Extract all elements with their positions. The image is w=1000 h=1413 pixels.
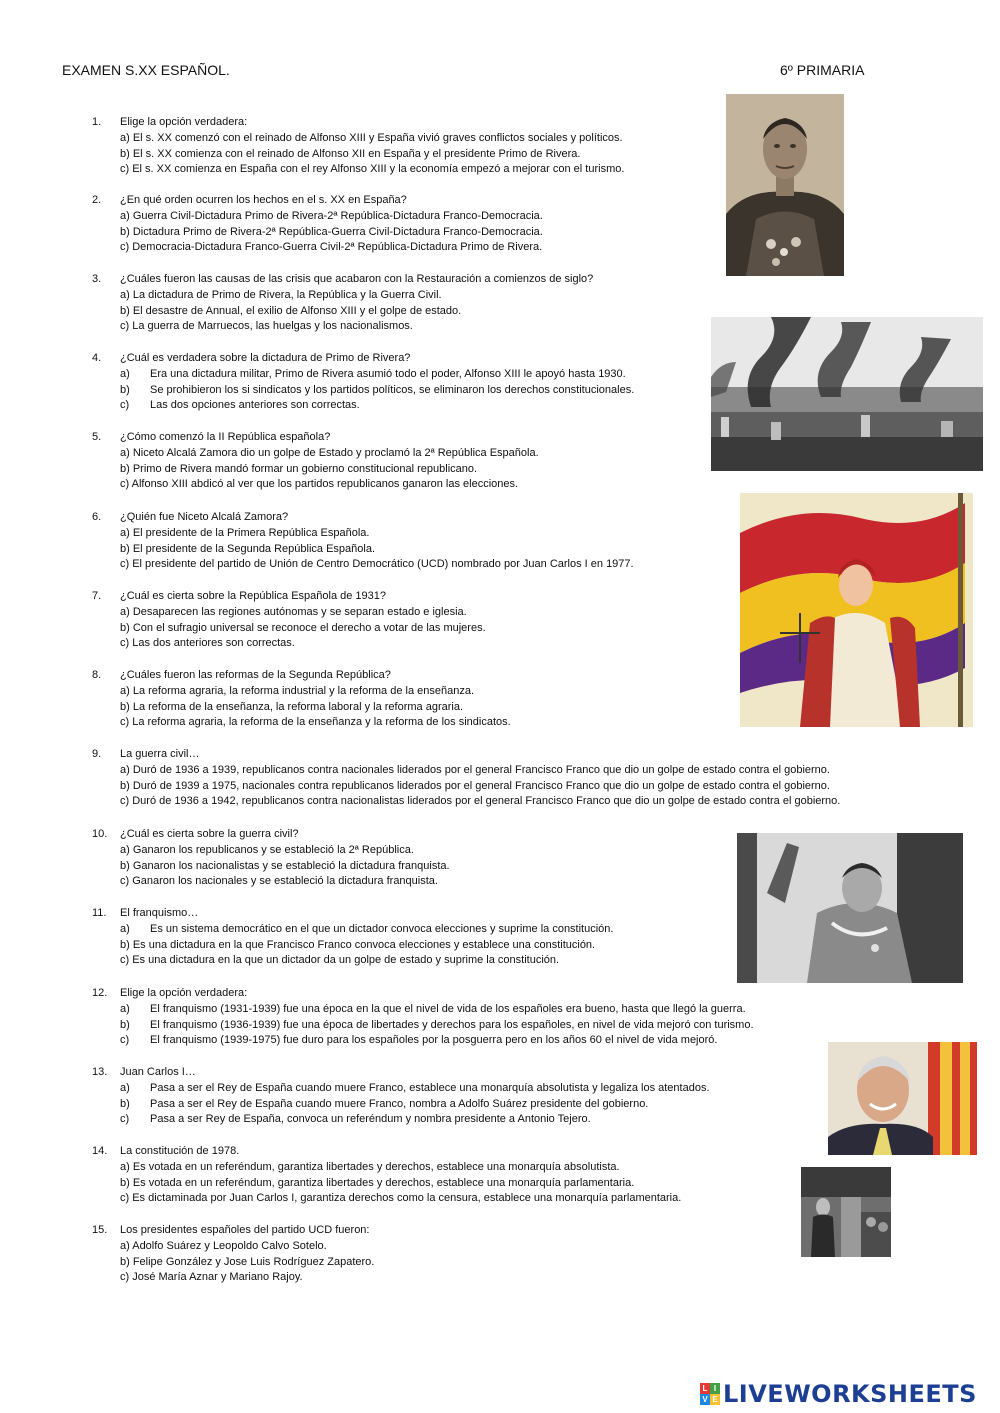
option-text: b) La reforma de la enseñanza, la reforma laboral y la reforma agraria.	[120, 700, 464, 713]
question-text: ¿Cuál es verdadera sobre la dictadura de Primo de Rivera?	[120, 352, 411, 364]
question-6	[92, 510, 634, 573]
answer-option[interactable]	[120, 367, 634, 383]
question-text: Elige la opción verdadera:	[120, 116, 248, 128]
liveworksheets-badge-icon	[700, 1383, 720, 1405]
answer-option[interactable]	[120, 779, 840, 795]
option-letter: c)	[120, 399, 130, 412]
option-text: a) Desaparecen las regiones autónomas y se separan estado e iglesia.	[120, 605, 467, 618]
question-text: ¿Cuáles fueron las causas de las crisis que acabaron con la Restauración a comienzos de siglo?	[120, 273, 594, 285]
question-number: 4.	[92, 352, 102, 364]
grade-label: 6º PRIMARIA	[780, 62, 865, 78]
answer-option[interactable]	[120, 1160, 681, 1176]
question-number: 14.	[92, 1145, 108, 1157]
exam-title: EXAMEN S.XX ESPAÑOL.	[62, 62, 230, 78]
answer-option[interactable]	[120, 700, 511, 716]
liveworksheets-brand-text: LIVEWORKSHEETS	[723, 1380, 977, 1408]
question-3	[92, 272, 593, 335]
question-text: ¿Cuál es cierta sobre la República Española de 1931?	[120, 590, 386, 602]
option-text: Se prohibieron los si sindicatos y los partidos políticos, se eliminaron los derechos constitucionales.	[150, 383, 635, 396]
answer-option[interactable]	[120, 1112, 710, 1128]
option-text: b) El presidente de la Segunda República Española.	[120, 542, 376, 555]
option-text: a) Adolfo Suárez y Leopoldo Calvo Sotelo.	[120, 1239, 327, 1252]
question-text: Los presidentes españoles del partido UCD fueron:	[120, 1224, 370, 1236]
king-juan-carlos-photo	[828, 1042, 977, 1155]
question-12	[92, 986, 754, 1049]
option-text: b) Felipe González y Jose Luis Rodríguez Zapatero.	[120, 1255, 375, 1268]
answer-option[interactable]	[120, 843, 450, 859]
question-number: 8.	[92, 669, 102, 681]
answer-option[interactable]	[120, 1018, 754, 1034]
answer-option[interactable]	[120, 636, 486, 652]
option-text: a) Duró de 1936 a 1939, republicanos contra nacionales liderados por el general Francisco Franco que dio un golpe de estado contra el gobierno.	[120, 763, 830, 776]
answer-option[interactable]	[120, 526, 634, 542]
question-number: 6.	[92, 511, 102, 523]
option-text: Las dos opciones anteriores son correctas.	[150, 399, 360, 412]
answer-option[interactable]	[120, 1097, 710, 1113]
option-text: Pasa a ser el Rey de España cuando muere Franco, nombra a Adolfo Suárez presidente del gobierno.	[150, 1097, 649, 1110]
option-text: c) Las dos anteriores son correctas.	[120, 637, 295, 650]
answer-option[interactable]	[120, 1239, 374, 1255]
option-text: c) Ganaron los nacionales y se estableció la dictadura franquista.	[120, 875, 438, 888]
question-number: 15.	[92, 1224, 108, 1236]
option-text: c) Democracia-Dictadura Franco-Guerra Civil-2ª República-Dictadura Primo de Rivera.	[120, 241, 543, 254]
answer-option[interactable]	[120, 874, 450, 890]
question-7	[92, 589, 486, 652]
option-text: b) Primo de Rivera mandó formar un gobierno constitucional republicano.	[120, 462, 478, 475]
option-text: c) Alfonso XIII abdicó al ver que los partidos republicanos ganaron las elecciones.	[120, 478, 519, 491]
answer-option[interactable]	[120, 225, 543, 241]
answer-option[interactable]	[120, 859, 450, 875]
answer-option[interactable]	[120, 209, 543, 225]
answer-option[interactable]	[120, 763, 840, 779]
option-text: c) Duró de 1936 a 1942, republicanos contra nacionalistas liderados por el general Francisco Franco que dio un golpe de estado contra el gobierno.	[120, 795, 841, 808]
answer-option[interactable]	[120, 715, 511, 731]
question-11	[92, 906, 613, 969]
answer-option[interactable]	[120, 446, 539, 462]
option-text: c) El s. XX comienza en España con el rey Alfonso XIII y la economía empezó a mejorar con el turismo.	[120, 163, 625, 176]
option-text: a) La dictadura de Primo de Rivera, la República y la Guerra Civil.	[120, 288, 442, 301]
answer-option[interactable]	[120, 383, 634, 399]
question-text: ¿Cuáles fueron las reformas de la Segunda República?	[120, 669, 391, 681]
question-text: ¿En qué orden ocurren los hechos en el s. XX en España?	[120, 194, 407, 206]
badge-letter: E	[710, 1394, 720, 1405]
badge-letter: I	[710, 1383, 720, 1394]
answer-option[interactable]	[120, 147, 624, 163]
option-text: b) El desastre de Annual, el exilio de Alfonso XIII y el golpe de estado.	[120, 304, 462, 317]
option-text: c) La guerra de Marruecos, las huelgas y los nacionalismos.	[120, 320, 413, 333]
question-14	[92, 1144, 681, 1207]
question-number: 11.	[92, 907, 107, 919]
option-letter: b)	[120, 1018, 130, 1031]
answer-option[interactable]	[120, 319, 593, 335]
option-text: b) Ganaron los nacionalistas y se estableció la dictadura franquista.	[120, 859, 450, 872]
answer-option[interactable]	[120, 1081, 710, 1097]
option-text: b) El s. XX comienza con el reinado de Alfonso XII en España y el presidente Primo de Rivera.	[120, 147, 581, 160]
answer-option[interactable]	[120, 304, 593, 320]
option-text: Pasa a ser el Rey de España cuando muere Franco, establece una monarquía absolutista y legaliza los atentados.	[150, 1081, 710, 1094]
answer-option[interactable]	[120, 288, 593, 304]
option-letter: b)	[120, 383, 130, 396]
option-text: El franquismo (1939-1975) fue duro para los españoles por la posguerra pero en los años 60 el nivel de vida mejoró.	[150, 1034, 718, 1047]
answer-option[interactable]	[120, 240, 543, 256]
answer-option[interactable]	[120, 1255, 374, 1271]
option-letter: b)	[120, 1097, 130, 1110]
option-text: b) Es una dictadura en la que Francisco Franco convoca elecciones y establece una constitución.	[120, 938, 596, 951]
answer-option[interactable]	[120, 922, 613, 938]
franco-salute-photo	[737, 833, 963, 983]
question-number: 7.	[92, 590, 102, 602]
question-text: La constitución de 1978.	[120, 1145, 240, 1157]
answer-option[interactable]	[120, 953, 613, 969]
question-15	[92, 1223, 374, 1286]
option-text: a) Guerra Civil-Dictadura Primo de Rivera-2ª República-Dictadura Franco-Democracia.	[120, 209, 543, 222]
question-number: 10.	[92, 828, 108, 840]
option-text: Pasa a ser Rey de España, convoca un referéndum y nombra presidente a Antonio Tejero.	[150, 1113, 591, 1126]
answer-option[interactable]	[120, 1270, 374, 1286]
question-number: 9.	[92, 748, 102, 760]
answer-option[interactable]	[120, 938, 613, 954]
answer-option[interactable]	[120, 1002, 754, 1018]
answer-option[interactable]	[120, 131, 624, 147]
answer-option[interactable]	[120, 1033, 754, 1049]
question-text: Juan Carlos I…	[120, 1066, 196, 1078]
option-letter: c)	[120, 1034, 130, 1047]
question-number: 5.	[92, 431, 102, 443]
option-letter: c)	[120, 1113, 130, 1126]
option-letter: a)	[120, 367, 130, 380]
answer-option[interactable]	[120, 398, 634, 414]
option-text: c) Es una dictadura en la que un dictador da un golpe de estado y suprime la constitución.	[120, 954, 560, 967]
option-text: b) Con el sufragio universal se reconoce el derecho a votar de las mujeres.	[120, 621, 486, 634]
option-text: c) El presidente del partido de Unión de Centro Democrático (UCD) nombrado por Juan Carlos I en 1977.	[120, 558, 634, 571]
question-number: 2.	[92, 194, 102, 206]
option-text: a) El presidente de la Primera República Española.	[120, 526, 370, 539]
option-text: El franquismo (1931-1939) fue una época en la que el nivel de vida de los españoles era bueno, hasta que llegó la guerra.	[150, 1002, 746, 1015]
question-text: ¿Cómo comenzó la II República española?	[120, 431, 331, 443]
badge-letter: V	[700, 1394, 710, 1405]
question-13	[92, 1065, 710, 1128]
question-2	[92, 193, 543, 256]
question-5	[92, 430, 539, 493]
answer-option[interactable]	[120, 605, 486, 621]
option-letter: a)	[120, 1081, 130, 1094]
answer-option[interactable]	[120, 1176, 681, 1192]
question-8	[92, 668, 511, 731]
option-text: Es un sistema democrático en el que un dictador convoca elecciones y suprime la constitución.	[150, 922, 614, 935]
question-10	[92, 827, 450, 890]
option-text: b) Duró de 1939 a 1975, nacionales contra republicanos liderados por el general Francisco Franco que dio un golpe de estado contra el gobierno.	[120, 779, 830, 792]
option-text: a) La reforma agraria, la reforma industrial y la reforma de la enseñanza.	[120, 684, 475, 697]
question-4	[92, 351, 634, 414]
option-text: a) El s. XX comenzó con el reinado de Alfonso XIII y España vivió graves conflictos sociales y políticos.	[120, 131, 623, 144]
answer-option[interactable]	[120, 794, 840, 810]
option-text: b) Dictadura Primo de Rivera-2ª República-Guerra Civil-Dictadura Franco-Democracia.	[120, 225, 543, 238]
answer-option[interactable]	[120, 684, 511, 700]
republic-allegory-poster	[740, 493, 973, 727]
answer-option[interactable]	[120, 162, 624, 178]
option-text: c) Es dictaminada por Juan Carlos I, garantiza derechos como la censura, establece una monarquía parlamentaria.	[120, 1192, 682, 1205]
badge-letter: L	[700, 1383, 710, 1394]
question-text: El franquismo…	[120, 907, 199, 919]
option-text: a) Niceto Alcalá Zamora dio un golpe de Estado y proclamó la 2ª República Española.	[120, 446, 539, 459]
question-text: ¿Cuál es cierta sobre la guerra civil?	[120, 828, 299, 840]
option-text: c) José María Aznar y Mariano Rajoy.	[120, 1271, 303, 1284]
question-text: La guerra civil…	[120, 748, 200, 760]
answer-option[interactable]	[120, 542, 634, 558]
option-letter: a)	[120, 922, 130, 935]
answer-option[interactable]	[120, 477, 539, 493]
option-letter: a)	[120, 1002, 130, 1015]
question-9	[92, 747, 840, 810]
option-text: b) Es votada en un referéndum, garantiza libertades y derechos, establece una monarquía parlamentaria.	[120, 1176, 635, 1189]
option-text: c) La reforma agraria, la reforma de la enseñanza y la reforma de los sindicatos.	[120, 716, 511, 729]
answer-option[interactable]	[120, 557, 634, 573]
question-number: 12.	[92, 987, 108, 999]
king-portrait-photo	[726, 94, 844, 276]
answer-option[interactable]	[120, 621, 486, 637]
question-number: 13.	[92, 1066, 108, 1078]
question-number: 1.	[92, 116, 102, 128]
option-text: a) Ganaron los republicanos y se estableció la 2ª República.	[120, 843, 414, 856]
congress-photo	[801, 1167, 891, 1257]
option-text: Era una dictadura militar, Primo de Rivera asumió todo el poder, Alfonso XIII le apoyó hasta 1930.	[150, 367, 626, 380]
answer-option[interactable]	[120, 1191, 681, 1207]
city-smoke-photo	[711, 317, 983, 471]
option-text: El franquismo (1936-1939) fue una época de libertades y derechos para los españoles, en nivel de vida mejoró con turismo.	[150, 1018, 754, 1031]
question-text: ¿Quién fue Niceto Alcalá Zamora?	[120, 511, 289, 523]
answer-option[interactable]	[120, 462, 539, 478]
liveworksheets-logo	[700, 1380, 977, 1408]
option-text: a) Es votada en un referéndum, garantiza libertades y derechos, establece una monarquía absolutista.	[120, 1160, 620, 1173]
question-1	[92, 115, 624, 178]
question-text: Elige la opción verdadera:	[120, 987, 248, 999]
question-number: 3.	[92, 273, 102, 285]
